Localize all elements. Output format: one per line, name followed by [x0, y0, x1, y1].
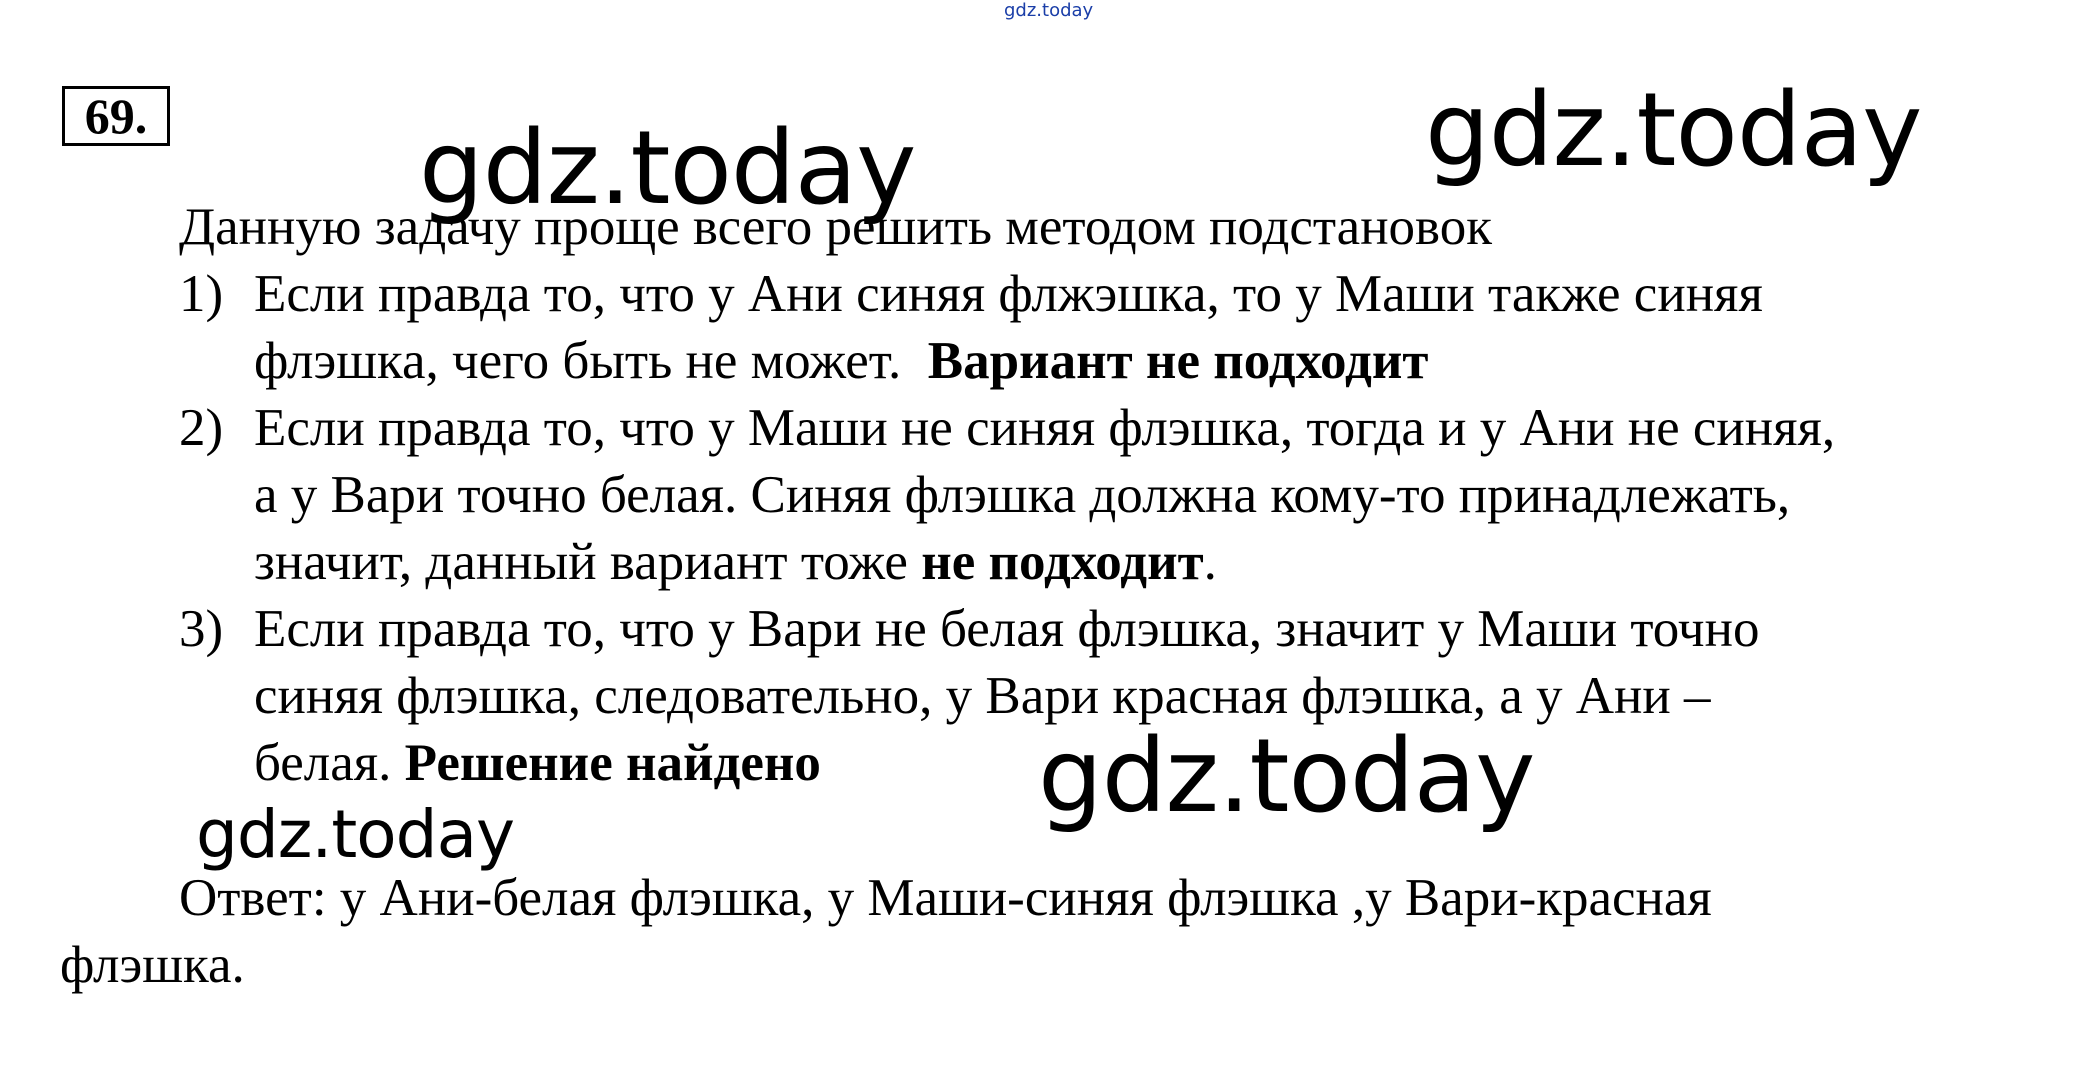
item-number: 2) [179, 399, 224, 457]
item-line: Если правда то, что у Вари не белая флэшка, значит у Маши точно [254, 600, 1760, 658]
watermark-top: gdz.today [1004, 0, 1094, 21]
item-number: 1) [179, 265, 224, 323]
watermark-large: gdz.today [419, 109, 916, 228]
item-text: значит, данный вариант тоже [254, 533, 922, 591]
intro-text: Данную задачу проще всего решить методом подстановок [179, 198, 1492, 256]
item-line: а у Вари точно белая. Синяя флэшка должна кому-то принадлежать, [254, 466, 1791, 524]
watermark-large: gdz.today [1425, 71, 1922, 190]
answer-line: Ответ: у Ани-белая флэшка, у Маши-синяя флэшка ,у Вари-красная [179, 869, 1712, 927]
task-number-box: 69. [62, 86, 170, 146]
answer-line: флэшка. [60, 936, 245, 994]
item-line [254, 529, 2078, 596]
item-line: синяя флэшка, следовательно, у Вари красная флэшка, а у Ани – [254, 667, 1711, 725]
item-text: белая. [254, 734, 405, 792]
item-line: Если правда то, что у Ани синяя флжэшка, то у Маши также синяя [254, 265, 1763, 323]
item-line: Если правда то, что у Маши не синяя флэшка, тогда и у Ани не синяя, [254, 399, 1836, 457]
watermark-large: gdz.today [1038, 717, 1535, 836]
item-line [254, 328, 2078, 395]
item-verdict: Вариант не подходит [927, 332, 1429, 390]
item-text: флэшка, чего быть не может. [254, 332, 928, 390]
item-verdict: Решение найдено [404, 734, 821, 792]
item-text: . [1203, 533, 1217, 591]
item-number: 3) [179, 600, 224, 658]
watermark-small: gdz.today [196, 796, 515, 873]
item-body [254, 261, 2078, 395]
item-verdict: не подходит [921, 533, 1204, 591]
item-body [254, 395, 2078, 596]
